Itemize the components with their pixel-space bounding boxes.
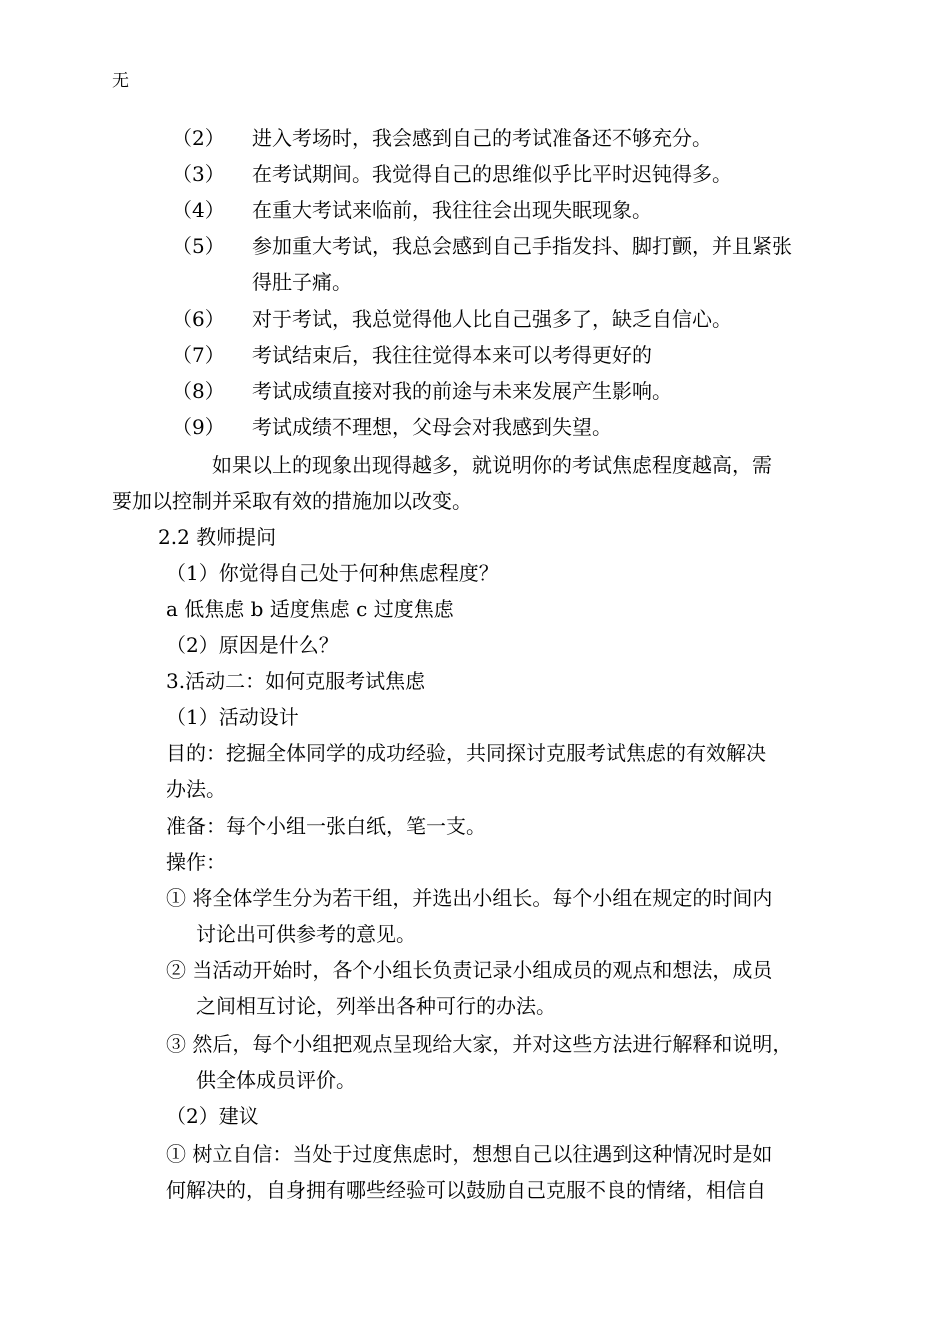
- question-options: a 低焦虑 b 适度焦虑 c 过度焦虑: [166, 597, 454, 621]
- step-line: ② 当活动开始时，各个小组长负责记录小组成员的观点和想法，成员: [166, 958, 773, 982]
- step-line: 讨论出可供参考的意见。: [196, 922, 416, 946]
- section-heading: 3.活动二：如何克服考试焦虑: [166, 669, 426, 693]
- item-text: 得肚子痛。: [252, 270, 352, 294]
- paragraph-line: 准备：每个小组一张白纸，笔一支。: [166, 814, 486, 838]
- item-number: （7）: [172, 343, 225, 367]
- item-text: 参加重大考试，我总会感到自己手指发抖、脚打颤，并且紧张: [252, 234, 792, 258]
- item-number: （8）: [172, 379, 225, 403]
- item-text: 在重大考试来临前，我往往会出现失眠现象。: [252, 198, 652, 222]
- section-heading: 2.2 教师提问: [158, 525, 277, 549]
- item-text: 对于考试，我总觉得他人比自己强多了，缺乏自信心。: [252, 307, 732, 331]
- step-line: ① 将全体学生分为若干组，并选出小组长。每个小组在规定的时间内: [166, 886, 773, 910]
- paragraph-line: 操作：: [166, 850, 226, 874]
- paragraph-line: 目的：挖掘全体同学的成功经验，共同探讨克服考试焦虑的有效解决: [166, 741, 766, 765]
- item-text: 考试结束后，我往往觉得本来可以考得更好的: [252, 343, 652, 367]
- item-text: 考试成绩不理想，父母会对我感到失望。: [252, 415, 612, 439]
- item-number: （9）: [172, 415, 225, 439]
- advice-line: ① 树立自信：当处于过度焦虑时，想想自己以往遇到这种情况时是如: [166, 1142, 773, 1166]
- advice-line: 何解决的，自身拥有哪些经验可以鼓励自己克服不良的情绪，相信自: [166, 1178, 766, 1202]
- step-line: 供全体成员评价。: [196, 1068, 356, 1092]
- question: （1）你觉得自己处于何种焦虑程度？: [166, 561, 499, 585]
- step-line: ③ 然后，每个小组把观点呈现给大家，并对这些方法进行解释和说明，: [166, 1032, 793, 1056]
- subheading: （1）活动设计: [166, 705, 299, 729]
- conclusion-line: 如果以上的现象出现得越多，就说明你的考试焦虑程度越高，需: [212, 453, 772, 477]
- item-text: 考试成绩直接对我的前途与未来发展产生影响。: [252, 379, 672, 403]
- item-number: （6）: [172, 307, 225, 331]
- item-number: （3）: [172, 162, 225, 186]
- item-number: （2）: [172, 126, 225, 150]
- item-number: （5）: [172, 234, 225, 258]
- question: （2）原因是什么？: [166, 633, 339, 657]
- item-text: 进入考场时，我会感到自己的考试准备还不够充分。: [252, 126, 712, 150]
- paragraph-line: 办法。: [166, 777, 226, 801]
- item-number: （4）: [172, 198, 225, 222]
- step-line: 之间相互讨论，列举出各种可行的办法。: [196, 994, 556, 1018]
- subheading: （2）建议: [166, 1104, 259, 1128]
- page-header: 无: [112, 71, 129, 91]
- conclusion-line: 要加以控制并采取有效的措施加以改变。: [112, 489, 472, 513]
- item-text: 在考试期间。我觉得自己的思维似乎比平时迟钝得多。: [252, 162, 732, 186]
